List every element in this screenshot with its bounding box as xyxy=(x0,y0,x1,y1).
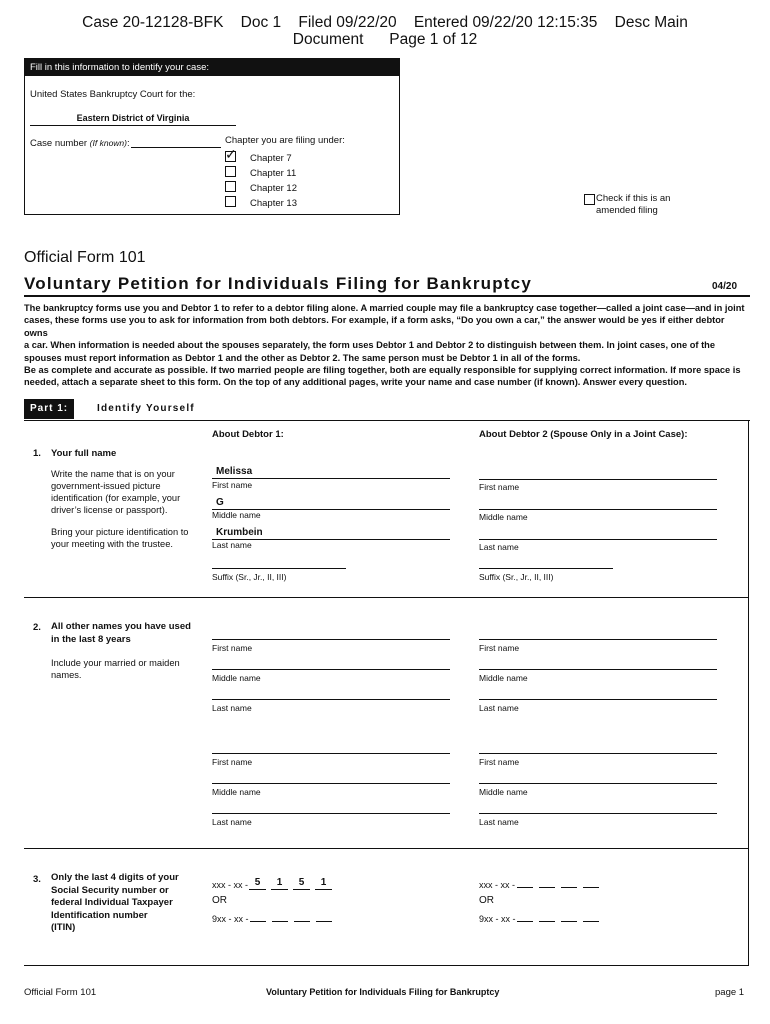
debtor2-itin-digit-3[interactable] xyxy=(561,911,577,922)
debtor1-first-name-label: First name xyxy=(212,480,253,490)
chapter-12-label: Chapter 12 xyxy=(250,183,298,194)
q2-desc-line-2: names. xyxy=(51,670,82,680)
q2-debtor1-middle-name-label-2: Middle name xyxy=(212,787,261,797)
ssn-digit-4[interactable]: 1 xyxy=(315,877,332,890)
q1-divider xyxy=(24,597,749,598)
title-divider xyxy=(24,295,750,297)
chapter-7-label: Chapter 7 xyxy=(250,153,292,164)
q2-debtor2-first-name-label-1: First name xyxy=(479,643,520,653)
q2-debtor1-middle-name-label-1: Middle name xyxy=(212,673,261,683)
q3-title-line-4: Identification number xyxy=(51,909,148,921)
debtor2-last-name-label: Last name xyxy=(479,542,519,552)
q2-divider xyxy=(24,848,749,849)
debtor1-last-name-label: Last name xyxy=(212,540,252,550)
itin-digit-2[interactable] xyxy=(272,911,288,922)
q1-desc-line-6: your meeting with the trustee. xyxy=(51,539,173,549)
chapter-11-label: Chapter 11 xyxy=(250,168,297,179)
chapter-13-checkbox[interactable] xyxy=(225,196,236,207)
q2-debtor2-middle-name-label-2: Middle name xyxy=(479,787,528,797)
debtor1-last-name-value: Krumbein xyxy=(216,527,263,538)
q3-title xyxy=(51,872,179,935)
footer-form-number: Official Form 101 xyxy=(24,987,97,998)
case-number-hint: (If known) xyxy=(89,138,127,148)
instructions-line-1: Be as complete and accurate as possible. If two married people are filing together, both are equally responsible for supplying correct information. If more space is xyxy=(24,365,741,375)
itin-digit-3[interactable] xyxy=(294,911,310,922)
chapter-12-checkbox[interactable] xyxy=(225,181,236,192)
q3-title-line-1: Only the last 4 digits of your xyxy=(51,872,179,883)
q3-title-line-5: (ITIN) xyxy=(51,922,76,933)
amended-line2: amended filing xyxy=(596,205,658,216)
q1-title: Your full name xyxy=(51,448,117,459)
debtor1-middle-name-field[interactable] xyxy=(212,496,450,510)
debtor2-or-label: OR xyxy=(479,895,494,906)
part-1-tag: Part 1: xyxy=(24,399,74,419)
q2-title xyxy=(51,621,191,646)
debtor2-ssn-digit-3[interactable] xyxy=(561,877,577,888)
debtor2-last-name-field[interactable] xyxy=(479,526,717,540)
part-1-bar xyxy=(24,399,750,421)
chapter-13-label: Chapter 13 xyxy=(250,198,298,209)
district-field[interactable] xyxy=(30,111,236,126)
q2-debtor1-last-name-field-1[interactable] xyxy=(212,690,450,700)
case-identification-box xyxy=(24,58,400,215)
q2-title-line-1: All other names you have used xyxy=(51,621,191,632)
q2-debtor1-first-name-label-1: First name xyxy=(212,643,253,653)
ssn-digit-2[interactable]: 1 xyxy=(271,877,288,890)
q2-debtor1-first-name-field-2[interactable] xyxy=(212,744,450,754)
q1-desc-line-3: identification (for example, your xyxy=(51,493,181,503)
q2-debtor1-last-name-label-1: Last name xyxy=(212,703,252,713)
debtor1-itin-prefix: 9xx - xx - xyxy=(212,914,249,924)
q2-number: 2. xyxy=(33,622,41,633)
footer-page-number: page 1 xyxy=(715,987,745,998)
q3-divider xyxy=(24,965,749,966)
debtor2-itin-prefix: 9xx - xx - xyxy=(479,914,516,924)
itin-digit-4[interactable] xyxy=(316,911,332,922)
q3-title-line-2: Social Security number or xyxy=(51,884,169,896)
debtor1-suffix-label: Suffix (Sr., Jr., II, III) xyxy=(212,572,287,582)
ssn-digit-3[interactable]: 5 xyxy=(293,877,310,890)
debtor2-first-name-field[interactable] xyxy=(479,466,717,480)
debtor1-middle-name-value: G xyxy=(216,497,224,508)
debtor2-ssn-digit-1[interactable] xyxy=(517,877,533,888)
debtor2-suffix-field[interactable] xyxy=(479,556,613,569)
case-header xyxy=(0,14,770,48)
debtor2-ssn-digit-4[interactable] xyxy=(583,877,599,888)
ssn-digit-1[interactable]: 5 xyxy=(249,877,266,890)
q2-debtor2-middle-name-label-1: Middle name xyxy=(479,673,528,683)
q2-debtor1-first-name-field-1[interactable] xyxy=(212,630,450,640)
debtor1-suffix-field[interactable] xyxy=(212,556,346,569)
debtor2-first-name-label: First name xyxy=(479,482,520,492)
debtor2-itin-digit-2[interactable] xyxy=(539,911,555,922)
debtor2-suffix-label: Suffix (Sr., Jr., II, III) xyxy=(479,572,554,582)
case-number-label-text: Case number xyxy=(30,138,88,149)
q2-desc-line-1: Include your married or maiden xyxy=(51,658,180,668)
debtor2-column-heading: About Debtor 2 (Spouse Only in a Joint Case): xyxy=(479,429,688,440)
checkmark-icon: ✓ xyxy=(225,146,237,162)
q2-debtor1-last-name-field-2[interactable] xyxy=(212,804,450,814)
instructions-paragraph xyxy=(24,364,750,389)
id-box-heading: Fill in this information to identify your case: xyxy=(25,59,399,76)
form-number: Official Form 101 xyxy=(24,249,146,266)
q2-debtor1-middle-name-field-2[interactable] xyxy=(212,774,450,784)
form-right-border xyxy=(748,421,749,966)
footer-form-title: Voluntary Petition for Individuals Filing for Bankruptcy xyxy=(266,987,500,997)
q1-desc-line-2: government-issued picture xyxy=(51,481,161,491)
debtor2-middle-name-field[interactable] xyxy=(479,496,717,510)
q2-debtor2-first-name-label-2: First name xyxy=(479,757,520,767)
chapter-label: Chapter you are filing under: xyxy=(225,135,345,146)
q3-number: 3. xyxy=(33,874,41,885)
q2-debtor2-last-name-label-1: Last name xyxy=(479,703,519,713)
q2-debtor1-last-name-label-2: Last name xyxy=(212,817,252,827)
debtor2-ssn-prefix: xxx - xx - xyxy=(479,880,515,890)
case-number-field[interactable] xyxy=(131,133,221,148)
q2-title-line-2: in the last 8 years xyxy=(51,633,131,645)
case-header-line2: Document Page 1 of 12 xyxy=(292,31,478,48)
intro-line-3: a car. When information is needed about the spouses separately, the form uses Debtor 1 and Debtor 2 to distinguish between them. In joint cases, one of the xyxy=(24,340,716,351)
instructions-line-2: needed, attach a separate sheet to this form. On the top of any additional pages, write your name and case number (if known). Answer every question. xyxy=(24,377,687,388)
chapter-options xyxy=(225,146,385,211)
q1-desc-line-4: driver’s license or passport). xyxy=(51,505,168,515)
q2-debtor1-first-name-label-2: First name xyxy=(212,757,253,767)
debtor1-middle-name-label: Middle name xyxy=(212,510,261,520)
debtor1-first-name-field[interactable] xyxy=(212,465,450,479)
form-title: Voluntary Petition for Individuals Filing for Bankruptcy xyxy=(24,274,532,293)
debtor1-last-name-field[interactable] xyxy=(212,526,450,540)
intro-paragraph xyxy=(24,302,750,364)
intro-line-4: spouses must report information as Debtor 1 and the other as Debtor 2. The same person must be Debtor 1 in all of the forms. xyxy=(24,352,581,363)
intro-line-2: cases, these forms use you to ask for information from both debtors. For example, if a form asks, “Do you own a car,” the answer would be yes if either debtor owns xyxy=(24,315,725,338)
debtor1-ssn-prefix: xxx - xx - xyxy=(212,880,248,890)
case-header-line1: Case 20-12128-BFK Doc 1 Filed 09/22/20 Entered 09/22/20 12:15:35 Desc Main xyxy=(82,14,688,31)
q1-description xyxy=(51,468,188,550)
q2-debtor2-last-name-label-2: Last name xyxy=(479,817,519,827)
part-1-divider xyxy=(24,420,750,421)
q2-debtor2-first-name-field-1[interactable] xyxy=(479,630,717,640)
itin-digit-1[interactable] xyxy=(250,911,266,922)
q2-debtor2-middle-name-field-1[interactable] xyxy=(479,660,717,670)
q1-desc-line-5: Bring your picture identification to xyxy=(51,527,189,537)
q2-debtor2-first-name-field-2[interactable] xyxy=(479,744,717,754)
case-number-label: Case number (If known): xyxy=(30,138,130,149)
q1-desc-line-1: Write the name that is on your xyxy=(51,469,175,479)
amended-line1: Check if this is an xyxy=(596,193,671,204)
district-value: Eastern District of Virginia xyxy=(76,113,190,123)
q1-number: 1. xyxy=(33,448,41,459)
debtor1-or-label: OR xyxy=(212,895,227,906)
part-1-title: Identify Yourself xyxy=(97,403,195,414)
debtor2-itin-digit-4[interactable] xyxy=(583,911,599,922)
chapter-11-checkbox[interactable] xyxy=(225,166,236,177)
debtor2-itin-digit-1[interactable] xyxy=(517,911,533,922)
q2-debtor2-middle-name-field-2[interactable] xyxy=(479,774,717,784)
debtor1-column-heading: About Debtor 1: xyxy=(212,429,284,440)
q2-description xyxy=(51,657,180,681)
q2-debtor1-middle-name-field-1[interactable] xyxy=(212,660,450,670)
debtor1-first-name-value: Melissa xyxy=(216,466,253,477)
intro-line-1: The bankruptcy forms use you and Debtor 1 to refer to a debtor filing alone. A married couple may file a bankruptcy case together—called a joint case—and in joint xyxy=(24,303,745,313)
q2-debtor2-last-name-field-2[interactable] xyxy=(479,804,717,814)
debtor2-ssn-digit-2[interactable] xyxy=(539,877,555,888)
court-label: United States Bankruptcy Court for the: xyxy=(30,89,196,100)
form-version-date: 04/20 xyxy=(712,281,738,292)
debtor2-middle-name-label: Middle name xyxy=(479,512,528,522)
q2-debtor2-last-name-field-1[interactable] xyxy=(479,690,717,700)
amended-checkbox[interactable] xyxy=(584,194,595,205)
q3-title-line-3: federal Individual Taxpayer xyxy=(51,897,173,908)
